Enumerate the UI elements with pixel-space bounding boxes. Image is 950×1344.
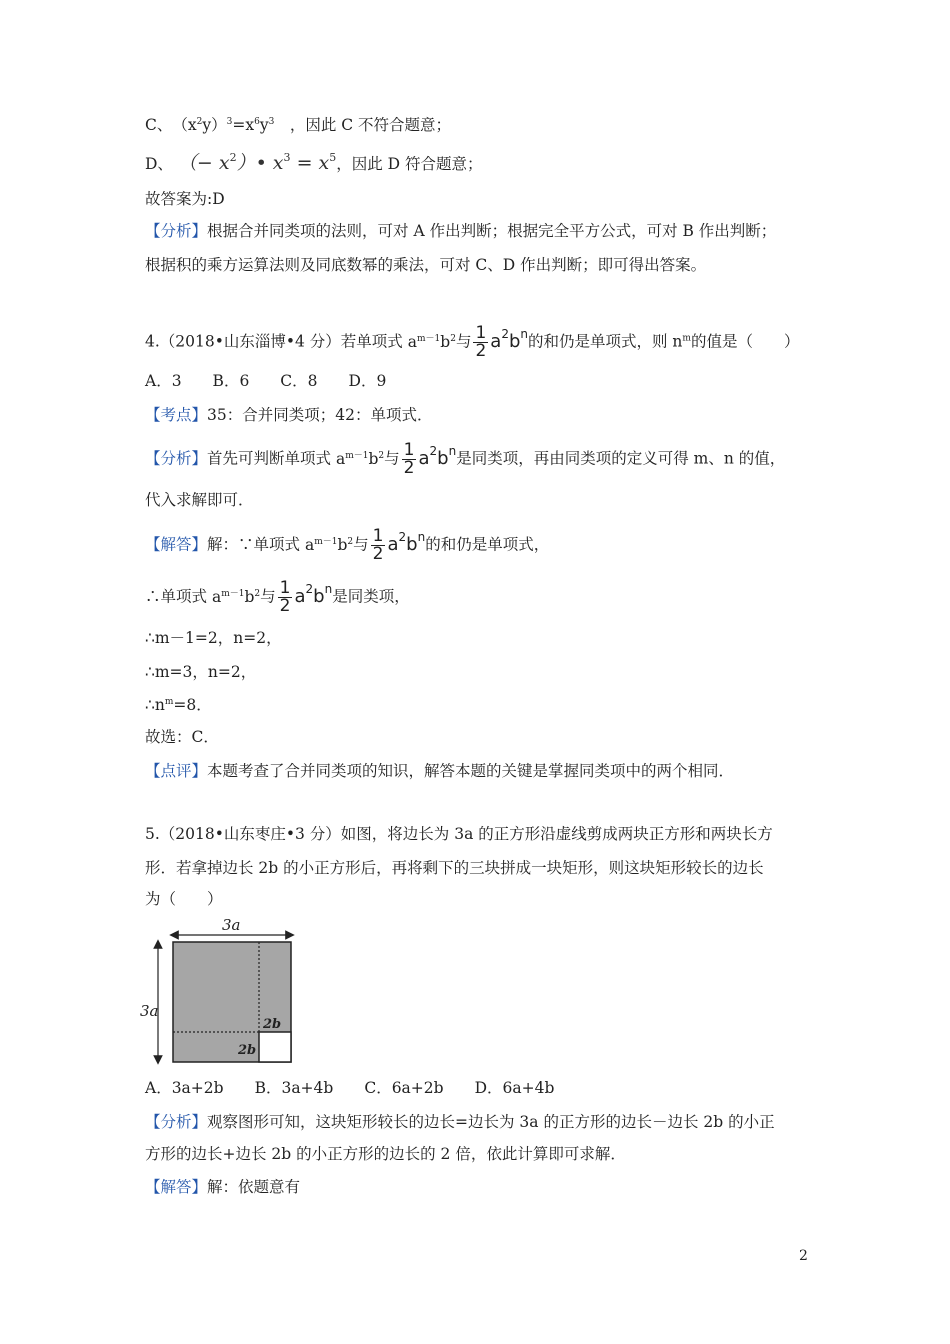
question-5-solution: 【解答】解：依题意有 [145, 1178, 301, 1196]
question-4-analysis: 【分析】首先可判断单项式 $a^{m-1}b^2$与 $\frac{1}{2}$ $a^2b^n$是同类项，再由同类项的定义可得 m、n 的值， [145, 440, 786, 478]
question-4-step-1: ∴单项式 $a^{m-1}b^2$与 $\frac{1}{2}$ $a^2b^n$是同类项， [145, 578, 410, 616]
question-4-kaodian: 【考点】35：合并同类项；42：单项式． [145, 406, 433, 424]
answer-line: 故答案为:D [145, 190, 225, 208]
analysis-line-1: 【分析】根据合并同类项的法则，可对 A 作出判断；根据完全平方公式，可对 B 作出判断； [145, 222, 777, 240]
fraction: $\frac{1}{2}$ [372, 526, 384, 564]
comment-tag: 【点评】 [145, 762, 208, 780]
question-5-line-1: 5.（2018•山东枣庄•3 分）如图，将边长为 3a 的正方形沿虚线剪成两块正方形和两块长方 [145, 825, 773, 843]
analysis-tag: 【分析】 [145, 449, 208, 468]
analysis-tag: 【分析】 [145, 1113, 208, 1131]
question-4-choice: 故选：C． [145, 728, 219, 746]
fraction: $\frac{1}{2}$ [475, 323, 487, 361]
option-c-line: C、 $(x^2y)^3=x^6y^3$ ，因此 C 不符合题意； [145, 116, 452, 134]
page-number: 2 [799, 1248, 808, 1264]
option-d-line: D、 （− $x^2)•$ $x^3 = x^5$，因此 D 符合题意； [145, 151, 483, 174]
question-5-analysis-2: 方形的边长+边长 2b 的小正方形的边长的 2 倍，依此计算即可求解． [145, 1145, 626, 1163]
question-5-line-2: 形．若拿掉边长 2b 的小正方形后，再将剩下的三块拼成一块矩形，则这块矩形较长的边长 [145, 859, 764, 877]
solution-tag: 【解答】 [145, 535, 208, 554]
analysis-line-2: 根据积的乘方运算法则及同底数幂的乘法，可对 C、D 作出判断；即可得出答案。 [145, 256, 707, 274]
left-dimension-label: 3a [140, 1002, 159, 1020]
question-5-options: A．3a+2b B．3a+4b C．6a+2b D．6a+4b [145, 1079, 555, 1097]
question-4-comment: 【点评】本题考查了合并同类项的知识，解答本题的关键是掌握同类项中的两个相同． [145, 762, 735, 780]
analysis-tag: 【分析】 [145, 222, 208, 240]
inner-label-1: 2b [263, 1017, 282, 1032]
fraction: $\frac{1}{2}$ [279, 578, 291, 616]
top-dimension-label: 3a [222, 916, 241, 934]
inner-label-2: 2b [238, 1043, 257, 1058]
formula-image: （− $x^2)•$ $x^3 = x^5$ [177, 151, 337, 174]
square-figure [140, 916, 300, 1066]
small-square [259, 1032, 291, 1062]
kaodian-tag: 【考点】 [145, 406, 208, 424]
question-4-options: A．3 B．6 C．8 D．9 [145, 372, 387, 390]
question-4-step-2: ∴m－1=2，n=2， [145, 629, 282, 647]
question-4-step-3: ∴m=3，n=2， [145, 663, 257, 681]
question-4-step-4: $\therefore n^m=8$． [145, 696, 212, 714]
question-5-analysis-1: 【分析】观察图形可知，这块矩形较长的边长=边长为 3a 的正方形的边长－边长 2b 的小正 [145, 1113, 775, 1131]
fraction: $\frac{1}{2}$ [403, 440, 415, 478]
question-4-solution: 【解答】解：∵单项式 $a^{m-1}b^2$与 $\frac{1}{2}$ $a^2b^n$的和仍是单项式， [145, 526, 550, 564]
solution-tag: 【解答】 [145, 1178, 208, 1196]
question-4-stem: 4.（2018•山东淄博•4 分）若单项式 $a^{m-1}b^2$与 $\frac{1}{2}$ $a^2b^n$的和仍是单项式，则 $n^m$的值是（ ） [145, 323, 800, 361]
question-5-line-3: 为（ ） [145, 890, 223, 908]
question-4-analysis-2: 代入求解即可． [145, 491, 254, 509]
